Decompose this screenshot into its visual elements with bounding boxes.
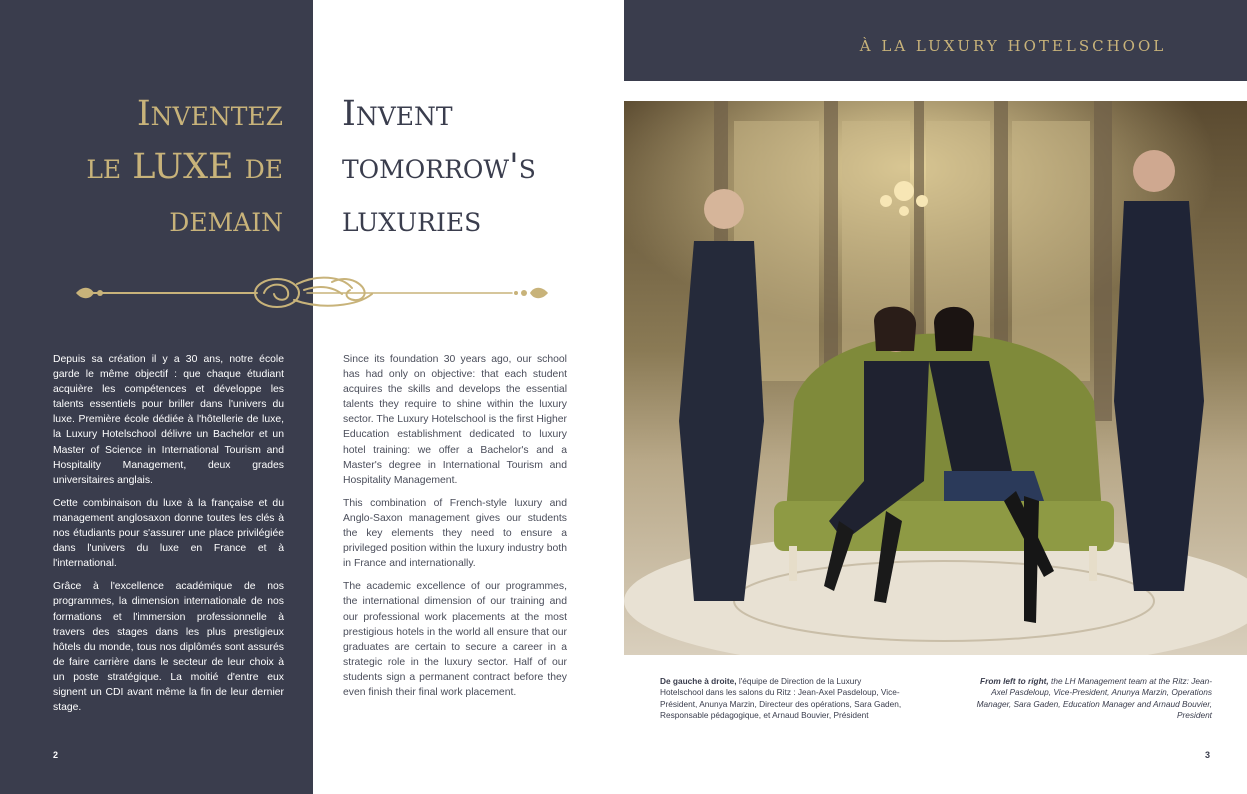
photo-caption-french [660,676,905,721]
title-french-line: Inventez [136,94,283,134]
title-english-line: luxuries [342,200,482,240]
team-photo [624,101,1247,655]
paragraph: Cette combinaison du luxe à la française et du management anglosaxon donne toutes les clés à nos étudiants pour s'assurer une place privilégiée dans l'univers du luxe en France et à l'international. [53,497,284,570]
paragraph: Since its foundation 30 years ago, our school has had only on objective: that each student acquires the skills and develops the essential talents they require to shine within the luxury sector. The Luxury Hotelschool is the first Higher Education establishment dedicated to luxury hotel training: we offer a Bachelor's and a Master's degree in International Tourism and Hospitality Management. [343,354,567,486]
title-french [20,88,283,247]
page-number-right: 3 [1205,750,1211,760]
title-english-line: tomorrow's [342,147,536,187]
caption-text: the LH Management team at the Ritz: Jean-Axel Pasdeloup, Vice-President, Anunya Marzin, Operations Manager, Sara Gaden, Education Manager and Arnaud Bouvier, President [976,676,1212,720]
title-english [342,88,612,247]
title-french-line: le LUXE de [86,147,283,187]
caption-lead: From left to right, [980,676,1049,686]
title-french-line: demain [169,200,283,240]
paragraph: Depuis sa création il y a 30 ans, notre école garde le même objectif : que chaque étudiant acquière les compétences et développe les talents essentiels pour briller dans l'univers du luxe. Première école dédiée à l'hôtellerie de luxe, la Luxury Hotelschool délivre un Bachelor et un Master of Science in International Tourism and Hospitality Management, deux grades universitaires anglais. [53,354,284,486]
photo-caption-english [970,676,1212,721]
page-number-left: 2 [53,750,59,760]
paragraph: The academic excellence of our programmes, the international dimension of our training and our professional work placements at the most prestigious hotels in the world all ensure that our graduates are certain to secure a career in a strategic role in the luxury sector. Half of our students sign a permanent contract before they even finish their final work placement. [343,581,567,698]
paragraph: Grâce à l'excellence académique de nos programmes, la dimension internationale de nos formations et l'immersion professionnelle à travers des stages dans les plus prestigieux hôtels du monde, tous nos diplômés sont assurés de faire carrière dans le secteur de leur choix à un poste stratégique. La moitié d'entre eux signent un CDI avant même la fin de leur dernier stage. [53,581,284,714]
header-band [624,0,1247,81]
title-english-line: Invent [342,94,453,134]
caption-lead: De gauche à droite, [660,676,737,686]
caption-text: l'équipe de Direction de la Luxury Hotelschool dans les salons du Ritz : Jean-Axel Pasdeloup, Vice-Président, Anunya Marzin, Directeur des opérations, Sara Gaden, Responsable pédagogique, et Arnaud Bouvier, Président [660,676,902,720]
body-text-english [343,352,567,708]
header-title: À LA LUXURY HOTELSCHOOL [859,37,1167,55]
paragraph: This combination of French-style luxury and Anglo-Saxon management gives our students the key elements they need to ensure a privileged position within the luxury industry both in France and internationally. [343,497,567,570]
flourish-ornament-icon [72,270,552,316]
body-text-french [53,352,284,723]
